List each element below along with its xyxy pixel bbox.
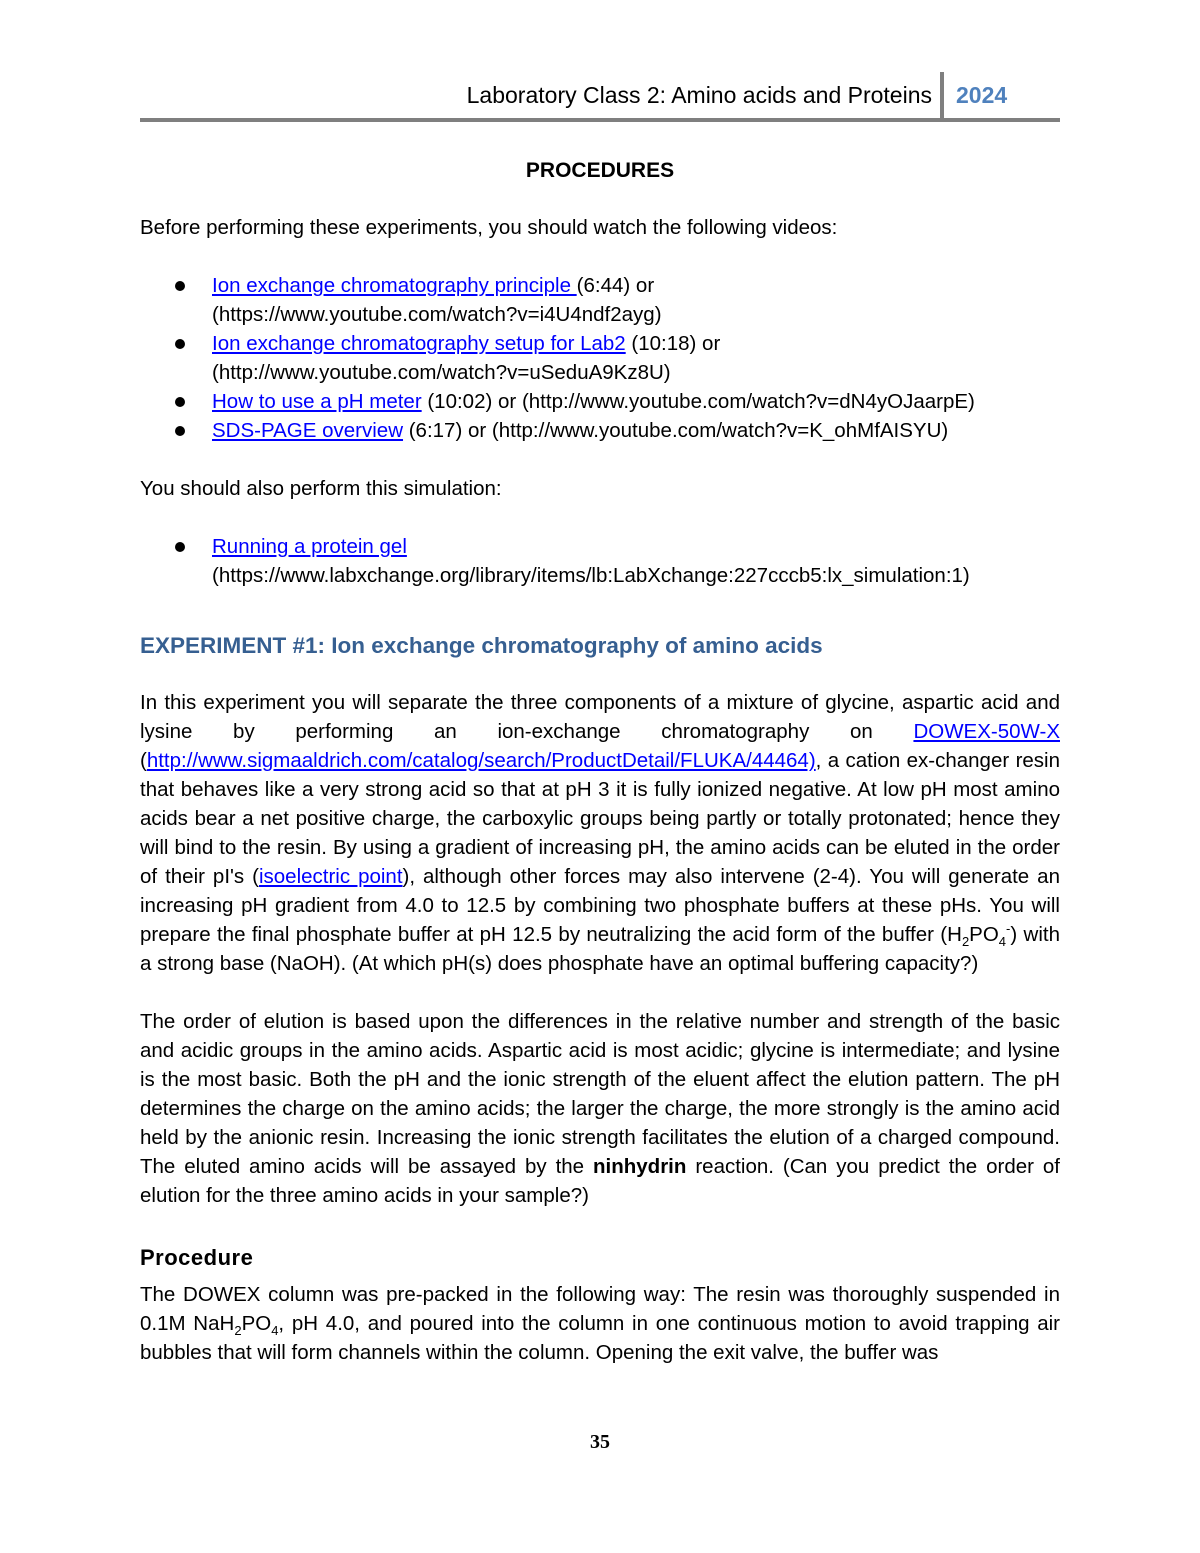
- list-item: [140, 416, 1060, 445]
- video-duration: (6:17) or: [408, 419, 487, 442]
- paragraph-text: reaction. (Can you predict the order of elution for the three amino acids in your sample?): [140, 1155, 1061, 1207]
- list-item: [140, 329, 1060, 387]
- video-duration: (10:02) or: [427, 390, 517, 413]
- ninhydrin-term: ninhydrin: [593, 1155, 687, 1178]
- header-year: 2024: [956, 82, 1008, 108]
- bullet-icon: [175, 281, 185, 291]
- video-url: (https://www.youtube.com/watch?v=i4U4ndf2ayg): [212, 303, 662, 326]
- video-duration: (10:18) or: [631, 332, 721, 355]
- subscript: 4: [998, 934, 1007, 950]
- subscript: 2: [961, 934, 970, 950]
- experiment-1-paragraph-1: [140, 688, 1060, 978]
- video-url: (http://www.youtube.com/watch?v=uSeduA9Kz8U): [212, 361, 671, 384]
- isoelectric-point-link[interactable]: isoelectric point: [258, 865, 403, 888]
- procedures-title: PROCEDURES: [525, 159, 675, 182]
- paragraph-text: , pH 4.0, and poured into the column in one continuous motion to avoid trapping air bubbles that will form channels within the column. Opening the exit valve, the buffer was: [140, 1312, 1061, 1364]
- page-number: 35: [590, 1431, 610, 1453]
- paragraph-text: (: [140, 749, 147, 772]
- experiment-1-heading: EXPERIMENT #1: Ion exchange chromatography of amino acids: [140, 633, 823, 658]
- simulation-url: (https://www.labxchange.org/library/items/lb:LabXchange:227cccb5:lx_simulation:1): [212, 564, 970, 587]
- list-item: [140, 387, 1060, 416]
- paragraph-text: The order of elution is based upon the differences in the relative number and strength of the basic and acidic groups in the amino acids. Aspartic acid is most acidic; glycine is intermediate; and lysine is the most basic. Both the pH and the ionic strength of the eluent affect the elution pattern. The pH determines the charge on the amino acids; the larger the charge, the more strongly is the amino acid held by the anionic resin. Increasing the ionic strength facilitates the elution of a charged compound. The eluted amino acids will be assayed by the: [140, 1010, 1060, 1178]
- bullet-icon: [175, 339, 185, 349]
- video-duration: (6:44) or: [576, 274, 655, 297]
- subscript: 2: [234, 1323, 242, 1339]
- list-item: [140, 271, 1060, 329]
- videos-intro: Before performing these experiments, you should watch the following videos:: [140, 216, 838, 239]
- header-divider: [940, 72, 944, 122]
- procedure-heading: Procedure: [140, 1245, 254, 1270]
- paragraph-text: PO: [969, 923, 999, 946]
- bullet-icon: [175, 397, 185, 407]
- paragraph-text: The DOWEX column was pre-packed in the following way: The resin was thoroughly suspended in 0.1M NaH: [140, 1283, 1060, 1335]
- subscript: 4: [271, 1323, 279, 1339]
- video-link-ion-exchange-setup[interactable]: Ion exchange chromatography setup for Lab2: [212, 332, 626, 355]
- video-link-ph-meter[interactable]: How to use a pH meter: [212, 390, 422, 413]
- paragraph-text: ) with a strong base (NaOH). (At which pH(s) does phosphate have an optimal buffering capacity?): [140, 923, 1060, 975]
- video-url: (http://www.youtube.com/watch?v=dN4yOJaarpE): [521, 390, 975, 413]
- paragraph-text: In this experiment you will separate the three components of a mixture of glycine, aspartic acid and lysine by performing an ion-exchange chromatography on: [140, 691, 1060, 743]
- paragraph-text: , a cation ex-changer resin that behaves like a very strong acid so that at pH 3 it is fully ionized negative. At low pH most amino acids bear a net positive charge, the carboxylic groups being partly or totally protonated; hence they will bind to the resin. By using a gradient of increasing pH, the amino acids can be eluted in the order of their pI's (: [140, 749, 1060, 888]
- video-link-ion-exchange-principle[interactable]: Ion exchange chromatography principle: [212, 274, 577, 297]
- procedure-paragraph: [140, 1280, 1060, 1367]
- experiment-1-paragraph-2: [140, 1007, 1060, 1210]
- paragraph-text: ), although other forces may also intervene (2-4). You will generate an increasing pH gradient from 4.0 to 12.5 by combining two phosphate buffers at these pHs. You will prepare the final phosphate buffer at pH 12.5 by neutralizing the acid form of the buffer (H: [140, 865, 1060, 946]
- header-rule: [140, 118, 1060, 122]
- video-list: [140, 271, 1060, 445]
- page-header: [140, 72, 1060, 122]
- bullet-icon: [175, 542, 185, 552]
- bullet-icon: [175, 426, 185, 436]
- video-url: (http://www.youtube.com/watch?v=K_ohMfAISYU): [491, 419, 949, 442]
- paragraph-text: PO: [241, 1312, 272, 1335]
- page-content: [140, 150, 1060, 1367]
- sigmaaldrich-link[interactable]: http://www.sigmaaldrich.com/catalog/search/ProductDetail/FLUKA/44464): [146, 749, 816, 772]
- video-link-sds-page[interactable]: SDS-PAGE overview: [212, 419, 404, 442]
- superscript: -: [1006, 921, 1011, 937]
- simulation-link[interactable]: Running a protein gel: [212, 535, 407, 558]
- dowex-link[interactable]: DOWEX-50W-X: [913, 720, 1060, 743]
- simulation-intro: You should also perform this simulation:: [140, 477, 502, 500]
- header-title: Laboratory Class 2: Amino acids and Proteins: [466, 82, 932, 108]
- simulation-list: [140, 532, 1060, 590]
- list-item: [140, 532, 1060, 590]
